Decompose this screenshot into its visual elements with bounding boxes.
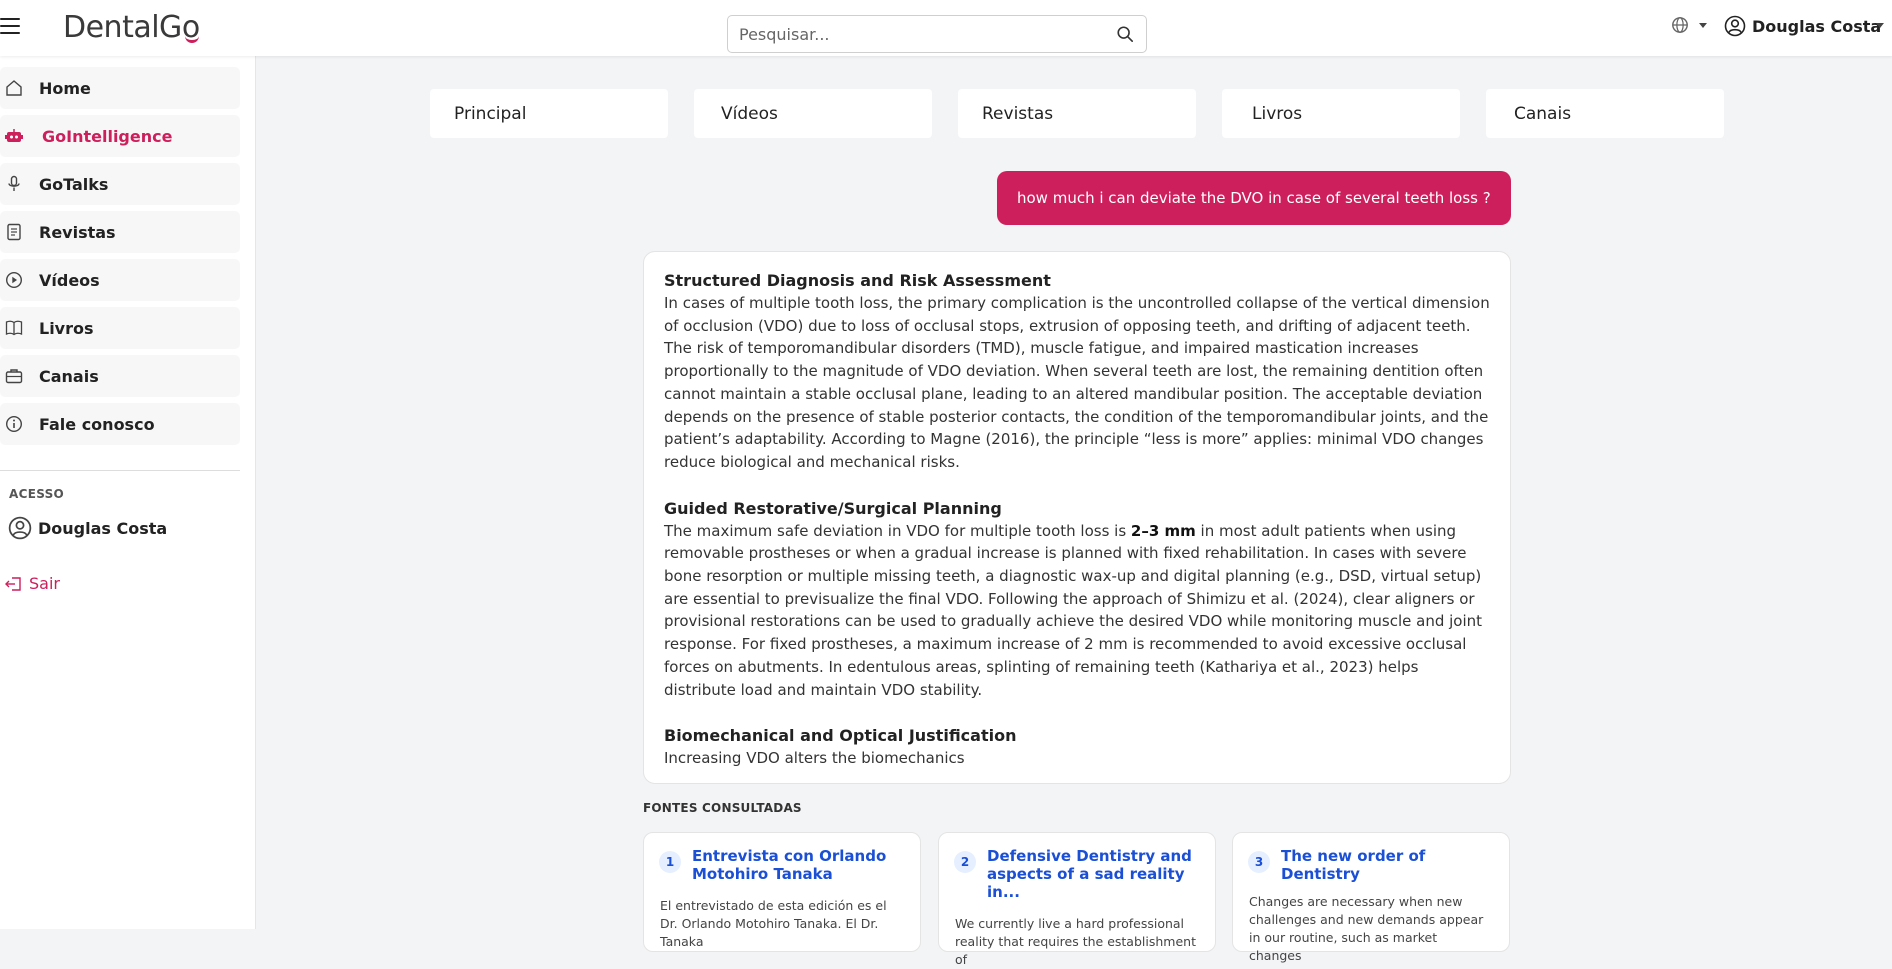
sidebar-item-gotalks[interactable]	[0, 163, 240, 205]
sidebar-item-label: GoTalks	[39, 174, 109, 194]
source-title-link[interactable]: Defensive Dentistry and aspects of a sad reality in...	[987, 847, 1192, 901]
sidebar-item-revistas[interactable]	[0, 211, 240, 253]
sidebar-item-label: Revistas	[39, 222, 116, 242]
user-question-bubble: how much i can deviate the DVO in case of several teeth loss ?	[997, 171, 1511, 225]
tab-principal[interactable]: Principal	[430, 89, 668, 138]
sidebar-divider	[0, 470, 240, 471]
sidebar	[0, 56, 256, 929]
tab-revistas[interactable]: Revistas	[958, 89, 1196, 138]
answer-paragraph: The maximum safe deviation in VDO for multiple tooth loss is 2–3 mm in most adult patients when using removable prostheses or when a gradual increase is planned with fixed rehabilitation. In cases with severe bone resorption or multiple missing teeth, a diagnostic wax-up and digital planning (e.g., DSD, virtual setup) are essential to previsualize the final VDO. Following the approach of Shimizu et al. (2024), clear aligners or provisional restorations can be used to gradually achieve the desired VDO while monitoring muscle and joint response. For fixed prostheses, a maximum increase of 2 mm is recommended to avoid excessive occlusal forces on abutments. In edentulous areas, splinting of remaining teeth (Kathariya et al., 2023) helps distribute load and maintain VDO stability.	[664, 521, 1483, 699]
sidebar-item-gointelligence[interactable]	[0, 115, 240, 157]
user-menu[interactable]	[1724, 13, 1881, 39]
robot-icon	[5, 127, 23, 145]
logout-icon	[5, 576, 23, 592]
source-title-link[interactable]: The new order of Dentistry	[1281, 847, 1426, 883]
header-user-name: Douglas Costa	[1752, 16, 1882, 36]
sidebar-item-label: Home	[39, 78, 91, 98]
book-icon	[5, 319, 23, 337]
source-card[interactable]	[643, 832, 921, 952]
logout-button[interactable]	[5, 574, 60, 593]
sidebar-account-name: Douglas Costa	[38, 518, 168, 538]
source-number-badge: 2	[954, 851, 976, 873]
source-description: We currently live a hard professional reality that requires the establishment of	[955, 916, 1196, 967]
source-title-link[interactable]: Entrevista con Orlando Motohiro Tanaka	[692, 847, 887, 883]
sidebar-item-canais[interactable]	[0, 355, 240, 397]
source-card[interactable]	[1232, 832, 1510, 963]
info-icon	[5, 415, 23, 433]
sidebar-item-label: Livros	[39, 318, 94, 338]
sidebar-item-label: GoIntelligence	[42, 126, 173, 146]
sidebar-item-label: Vídeos	[39, 270, 100, 290]
logout-label: Sair	[29, 574, 60, 593]
user-chevron-down-icon[interactable]	[1876, 23, 1884, 28]
search-input[interactable]	[728, 16, 1088, 52]
source-description: El entrevistado de esta edición es el Dr. Orlando Motohiro Tanaka. El Dr. Tanaka	[660, 898, 887, 949]
language-chevron-down-icon[interactable]	[1699, 23, 1707, 28]
ai-answer-card	[643, 251, 1511, 784]
sidebar-item-home[interactable]	[0, 67, 240, 109]
sidebar-account[interactable]	[8, 516, 167, 540]
source-number-badge: 3	[1248, 851, 1270, 873]
play-circle-icon	[5, 271, 23, 289]
sidebar-item-label: Fale conosco	[39, 414, 155, 434]
source-card[interactable]	[938, 832, 1216, 967]
sidebar-section-label: ACESSO	[9, 487, 65, 501]
source-number-badge: 1	[659, 851, 681, 873]
globe-icon[interactable]	[1671, 16, 1689, 34]
answer-heading: Structured Diagnosis and Risk Assessment	[664, 271, 1051, 290]
user-circle-icon	[1724, 15, 1746, 37]
hamburger-menu-icon[interactable]	[0, 18, 20, 34]
dentalgo-logo[interactable]: DentalGo	[63, 10, 200, 45]
briefcase-icon	[5, 367, 23, 385]
user-circle-icon	[8, 516, 32, 540]
sidebar-item-videos[interactable]	[0, 259, 240, 301]
tab-livros[interactable]: Livros	[1222, 89, 1460, 138]
tab-canais[interactable]: Canais	[1486, 89, 1724, 138]
sidebar-item-livros[interactable]	[0, 307, 240, 349]
tab-videos[interactable]: Vídeos	[694, 89, 932, 138]
home-icon	[5, 79, 23, 97]
answer-heading: Guided Restorative/Surgical Planning	[664, 498, 1002, 518]
source-description: Changes are necessary when new challenges and new demands appear in our routine, such as market changes	[1249, 894, 1484, 963]
search-box	[727, 15, 1147, 53]
magazine-icon	[5, 223, 23, 241]
answer-heading: Biomechanical and Optical Justification	[664, 726, 1017, 746]
sidebar-item-fale-conosco[interactable]	[0, 403, 240, 445]
microphone-icon	[5, 175, 23, 193]
sources-label: FONTES CONSULTADAS	[643, 801, 802, 815]
answer-paragraph: Increasing VDO alters the biomechanics	[664, 749, 965, 768]
top-header	[0, 0, 1892, 56]
search-icon[interactable]	[1116, 25, 1134, 43]
sidebar-item-label: Canais	[39, 366, 99, 386]
answer-paragraph: In cases of multiple tooth loss, the primary complication is the uncontrolled collapse of the vertical dimension of occlusion (VDO) due to loss of occlusal stops, extrusion of opposing teeth, and drifting of adjacent teeth. The risk of temporomandibular disorders (TMD), muscle fatigue, and impaired mastication increases proportionally to the magnitude of VDO deviation. When several teeth are lost, the remaining dentition often cannot maintain a stable occlusal plane, leading to an altered mandibular position. The acceptable deviation depends on the presence of stable posterior contacts, the condition of the temporomandibular joints, and the patient’s adaptability. According to Magne (2016), the principle “less is more” applies: minimal VDO changes reduce biological and mechanical risks.	[664, 294, 1490, 471]
